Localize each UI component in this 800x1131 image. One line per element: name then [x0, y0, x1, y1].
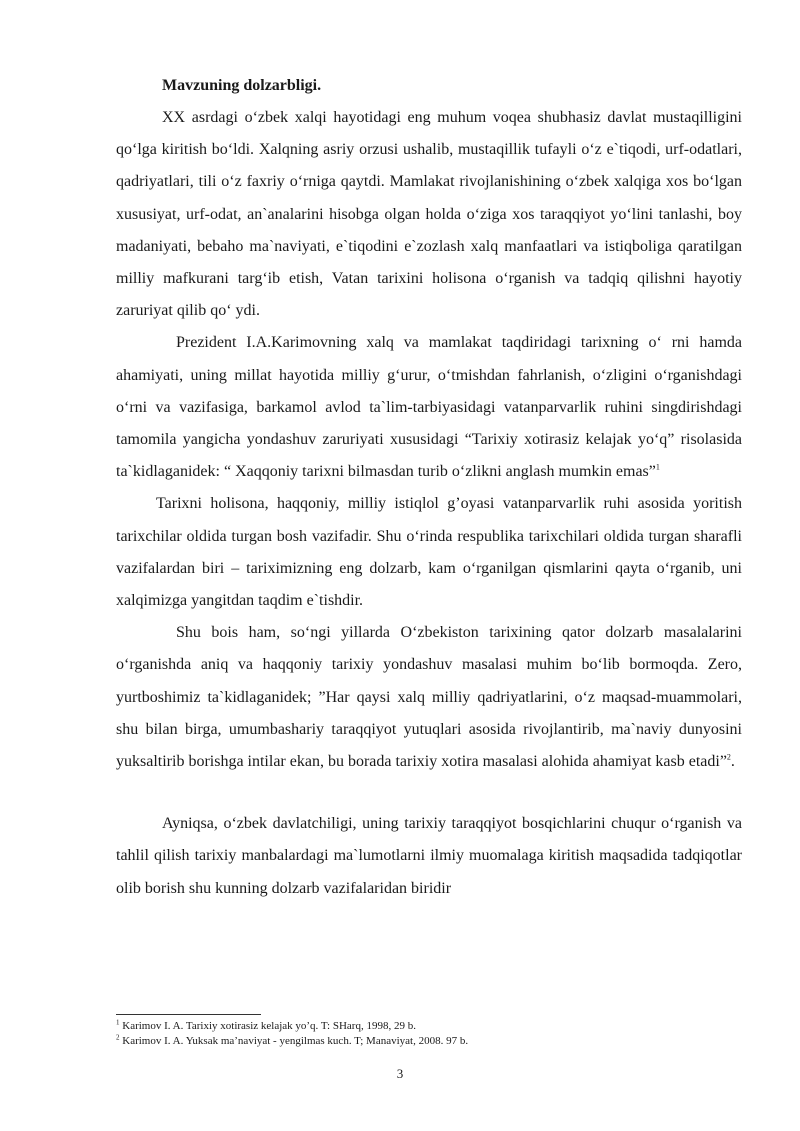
section-heading: Mavzuning dolzarbligi. [162, 77, 322, 94]
footnote-1 [116, 1019, 742, 1034]
paragraph-statehood: Ayniqsa, o‘zbek davlatchiligi, uning tarixiy taraqqiyot bosqichlarini chuqur o‘rganish va tahlil qilish tarixiy manbalardagi ma`lumotlarni ilmiy muomalaga kiritish maqsadida tadqiqotlar olib borish shu kunning dolzarb vazifalaridan biridir [116, 815, 742, 897]
paragraph-end: . [730, 753, 735, 771]
footnote-2 [116, 1034, 742, 1049]
footnote-mark: 2 [116, 1033, 120, 1042]
footnote-text: Karimov I. A. Tarixiy xotirasiz kelajak yo’q. T: SHarq, 1998, 29 b. [122, 1020, 416, 1032]
paragraph-gap [116, 778, 742, 808]
footnote-mark: 1 [116, 1018, 120, 1027]
footnotes [116, 1014, 742, 1049]
paragraph-historical-memory [116, 617, 742, 778]
document-body [116, 70, 742, 905]
footnote-ref-2[interactable]: 2 [726, 752, 731, 762]
paragraph-text: Prezident I.A.Karimovning xalq va mamlakat taqdiridagi tarixning o‘ rni hamda ahamiyati, uning millat hayotida milliy g‘urur, o‘tmishdan fahrlanish, o‘zligini o‘rganishdagi o‘rni va vazifasiga, barkamol avlod ta`lim-tarbiyasidagi vatanparvarlik ruhini singdirishdagi tamomila yangicha yondashuv zaruriyati xususidagi “Tarixiy xotirasiz kelajak yo‘q” risolasida ta`kidlaganidek: “ Xaqqoniy tarixni bilmasdan turib o‘zlikni anglash mumkin emas” [116, 334, 742, 481]
footnote-text: Karimov I. A. Yuksak ma’naviyat - yengilmas kuch. T; Manaviyat, 2008. 97 b. [122, 1035, 469, 1047]
paragraph-independence: XX asrdagi o‘zbek xalqi hayotidagi eng muhum voqea shubhasiz davlat mustaqilligini qo‘lga kiritish bo‘ldi. Xalqning asriy orzusi ushalib, mustaqillik tufayli o‘z e`tiqodi, urf-odatlari, qadriyatlari, tili o‘z faxriy o‘rniga qaytdi. Mamlakat rivojlanishining o‘zbek xalqiga xos bo‘lgan xususiyat, urf-odat, an`analarini hisobga olgan holda o‘ziga xos taraqqiyot yo‘lini tanlashi, boy madaniyati, bebaho ma`naviyati, e`tiqodini e`zozlash xalq manfaatlari va istiqboliga qaratilgan milliy mafkurani targ‘ib etish, Vatan tarixini holisona o‘rganish va tadqiq qilishni hayotiy zaruriyat qilib qo‘ ydi. [116, 109, 742, 320]
paragraph-historians-task: Tarixni holisona, haqqoniy, milliy istiqlol g’oyasi vatanparvarlik ruhi asosida yoritish tarixchilar oldida turgan bosh vazifadir. Shu o‘rinda respublika tarixchilari oldida turgan sharafli vazifalardan biri – tariximizning eng dolzarb, kam o‘rganilgan qismlarini qayta o‘rganib, uni xalqimizga yangitdan taqdim e`tishdir. [116, 495, 742, 610]
paragraph-text: Shu bois ham, so‘ngi yillarda O‘zbekiston tarixining qator dolzarb masalalarini o‘rganishda aniq va haqqoniy tarixiy yondashuv masalasi muhim bo‘lib bormoqda. Zero, yurtboshimiz ta`kidlaganidek; ”Har qaysi xalq milliy qadriyatlarini, o‘z maqsad-muammolari, shu bilan birga, umumbashariy taraqqiyot yutuqlari asosida rivojlantirib, ma`naviy dunyosini yuksaltirib borishga intilar ekan, bu borada tarixiy xotira masalasi alohida ahamiyat kasb etadi” [116, 624, 742, 771]
footnote-divider [116, 1014, 261, 1015]
page-number: 3 [396, 1066, 404, 1081]
paragraph-president-quote [116, 327, 742, 488]
footnote-ref-1[interactable]: 1 [655, 462, 660, 472]
